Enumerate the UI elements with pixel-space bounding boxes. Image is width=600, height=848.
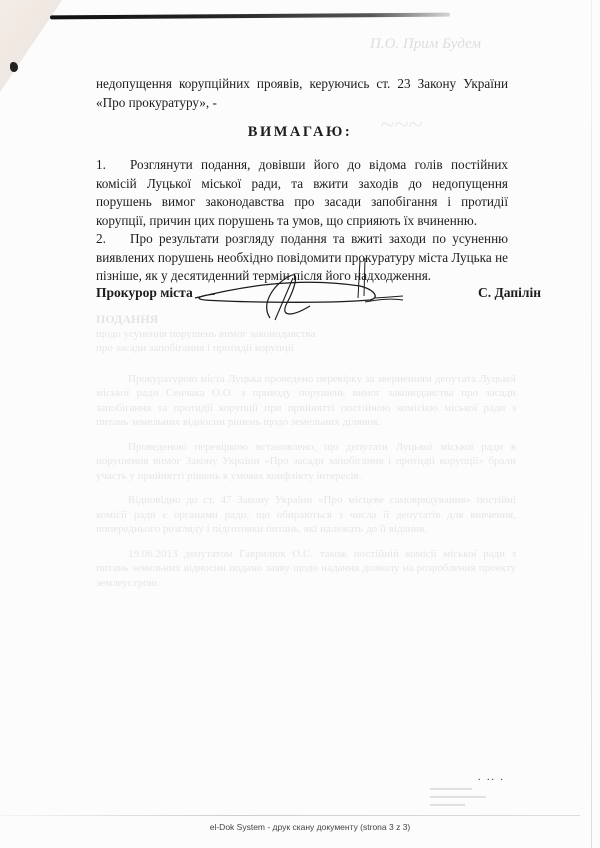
scan-specks: . .. . — [478, 772, 505, 783]
intro-paragraph: недопущення корупційних проявів, керуючись ст. 23 Закону України «Про прокуратуру», - — [96, 76, 508, 110]
bleed-subtitle-2: про засади запобігання і протидії корупції — [96, 342, 294, 354]
bleed-title: ПОДАННЯ — [96, 312, 159, 326]
item-text: Розглянути подання, довівши його до відома голів постійних комісій Луцької міської ради, та вжити заходів до недопущення порушень вимог законодавства про засади запобігання і протидії корупції, причин цих порушень та умов, що сприяють їх вчиненню. — [96, 157, 508, 228]
item-number: 1. — [96, 157, 106, 172]
bleed-paragraph: Прокуратурою міста Луцька проведено перевірку за зверненням депутата Луцької міської ради Сенчака О.О. з приводу порушень вимог законодавства про засади запобігання та протидії корупції при прийнятті постійною комісією міської ради з питань земельних відносин рішень щодо земельних ділянок. — [96, 372, 516, 428]
footer-divider — [0, 815, 580, 816]
item-number: 2. — [96, 231, 106, 246]
item-text: Про результати розгляду подання та вжиті заходи по усуненню виявлених порушень необхідно повідомити прокуратуру міста Луцька не пізніше, як у десятиденний термін після його надходження. — [96, 231, 508, 283]
scan-edge-line — [50, 13, 450, 20]
bleed-paragraph: Проведеною перевіркою встановлено, що депутати Луцької міської ради в порушення вимог Закону України «Про засади запобігання і протидії корупції» брали участь у прийнятті рішень в умовах конфлікту інтересів. — [96, 440, 516, 482]
demand-item-1 — [96, 156, 508, 230]
ink-blot — [10, 62, 18, 72]
bleed-through-text — [96, 312, 516, 600]
bleed-through-registration-stamp: ▬▬▬▬▬▬ ▬▬▬▬▬▬▬▬ ▬▬▬▬▬ — [430, 784, 486, 808]
signatory-position: Прокурор міста — [96, 285, 193, 300]
footer-text: el-Dok System - друк скану документу (strona 3 z 3) — [209, 822, 411, 832]
bleed-paragraph: Відповідно до ст. 47 Закону України «Про місцеве самоврядування» постійні комісії ради є органами ради, що обираються з числа її депутатів для вивчення, попереднього розгляду і підготовки питань, які належать до її відання. — [96, 494, 516, 535]
bleed-through-signature: П.О. Прим Будем — [370, 36, 481, 52]
bleed-through-stamp: ~~~ — [380, 110, 423, 139]
bleed-subtitle-1: щодо усунення порушень вимог законодавства — [96, 327, 316, 340]
demand-heading: ВИМАГАЮ: — [247, 124, 353, 140]
folded-corner — [0, 0, 60, 90]
signatory-name: С. Дапілін — [478, 285, 541, 300]
bleed-paragraph: 19.06.2013 депутатом Гаврилюк О.С. також постійній комісії міської ради з питань земельних відносин подано заяву щодо надання дозволу на розроблення проекту землеустрою. — [96, 547, 516, 589]
